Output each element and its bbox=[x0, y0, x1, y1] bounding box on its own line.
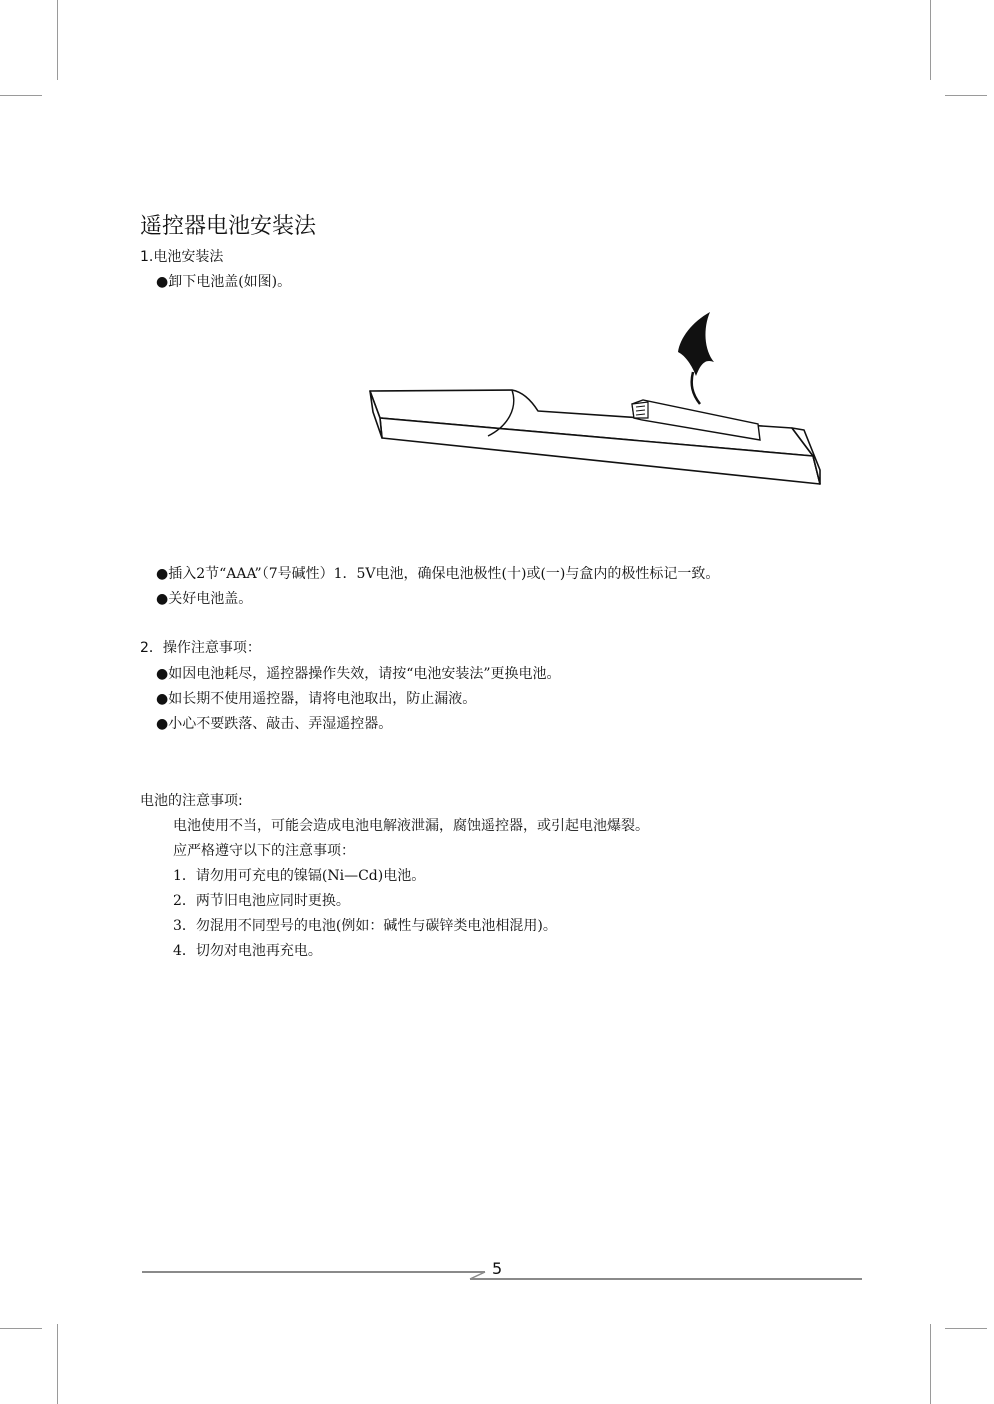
crop-mark bbox=[0, 1328, 42, 1329]
step-close-cover bbox=[156, 589, 252, 609]
crop-mark bbox=[930, 1324, 931, 1404]
list-item: 4．切勿对电池再充电。 bbox=[173, 943, 322, 959]
bullet-icon: ● bbox=[156, 666, 169, 682]
step-remove-cover bbox=[156, 272, 291, 292]
crop-mark bbox=[930, 0, 931, 80]
bullet-icon: ● bbox=[156, 566, 169, 582]
crop-mark bbox=[57, 0, 58, 80]
crop-mark bbox=[945, 95, 987, 96]
section-heading-battery-notes: 电池的注意事项: bbox=[140, 793, 243, 809]
section-heading-install: 1.电池安装法 bbox=[140, 249, 224, 265]
crop-mark bbox=[0, 95, 42, 96]
remote-battery-cover-illustration bbox=[360, 308, 830, 508]
crop-mark bbox=[57, 1324, 58, 1404]
bullet-icon: ● bbox=[156, 591, 169, 607]
list-item: 3．勿混用不同型号的电池(例如：碱性与碳锌类电池相混用)。 bbox=[173, 918, 557, 934]
bullet-icon: ● bbox=[156, 691, 169, 707]
step-insert-batteries bbox=[156, 564, 719, 584]
footer-rule bbox=[140, 1258, 865, 1288]
list-item: ●如因电池耗尽，遥控器操作失效，请按“电池安装法”更换电池。 bbox=[156, 666, 561, 682]
crop-mark bbox=[945, 1328, 987, 1329]
battery-notes-intro: 应严格遵守以下的注意事项： bbox=[173, 843, 355, 859]
list-item: ●如长期不使用遥控器，请将电池取出，防止漏液。 bbox=[156, 691, 477, 707]
bullet-icon: ● bbox=[156, 274, 169, 290]
page-number: 5 bbox=[492, 1259, 503, 1278]
bullet-icon: ● bbox=[156, 716, 169, 732]
step-text: 卸下电池盖(如图)。 bbox=[168, 274, 292, 290]
page-title: 遥控器电池安装法 bbox=[140, 214, 317, 239]
list-item: ●小心不要跌落、敲击、弄湿遥控器。 bbox=[156, 716, 393, 732]
step-text: 关好电池盖。 bbox=[168, 591, 253, 607]
list-item: 1．请勿用可充电的镍镉(Ni—Cd)电池。 bbox=[173, 868, 426, 884]
battery-notes-intro: 电池使用不当，可能会造成电池电解液泄漏，腐蚀遥控器，或引起电池爆裂。 bbox=[173, 818, 649, 834]
list-item: 2．两节旧电池应同时更换。 bbox=[173, 893, 350, 909]
section-heading-operation: 2．操作注意事项： bbox=[140, 640, 261, 656]
step-text: 插入2节“AAA”（7号碱性）1．5V电池，确保电池极性(十)或(一)与盒内的极性标记一致。 bbox=[168, 566, 720, 582]
